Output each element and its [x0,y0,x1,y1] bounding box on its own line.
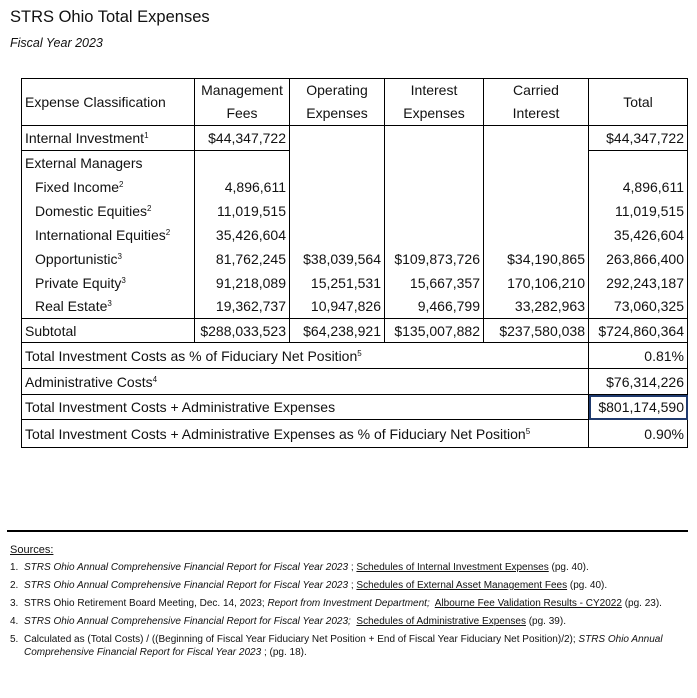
cell-total: $44,347,722 [589,126,688,151]
header-total: Total [589,79,688,126]
cell-carr: 170,106,210 [484,271,589,295]
cell-int: 9,466,799 [385,295,484,319]
table-row-subtotal [22,319,688,343]
row-label: Internal Investment$^1$ [22,126,195,151]
cell-mgmt: $44,347,722 [195,126,290,151]
header-oper-line2: Expenses [290,102,385,126]
cell-value: $801,174,590 [589,395,688,420]
cell-carr: 33,282,963 [484,295,589,319]
table-row [22,199,688,223]
source-link[interactable]: Schedules of External Asset Management Fees [356,580,568,591]
source-item: 1. STRS Ohio Annual Comprehensive Financial Report for Fiscal Year 2023 ; Schedules of Internal Investment Expenses (pg. 40). [10,562,589,573]
row-label: Total Investment Costs as % of Fiduciary Net Position$^5$ [22,343,589,369]
row-label: Subtotal [22,319,195,343]
cell-oper [290,199,385,223]
cell-total: 35,426,604 [589,223,688,247]
source-item: 2. STRS Ohio Annual Comprehensive Financial Report for Fiscal Year 2023 ; Schedules of External Asset Management Fees (pg. 40). [10,580,608,591]
row-label: International Equities$^2$ [22,223,195,247]
table-row-internal [22,126,688,151]
cell-total: 263,866,400 [589,247,688,271]
source-item: 3. STRS Ohio Retirement Board Meeting, Dec. 14, 2023; Report from Investment Department; Albourne Fee Validation Results - CY2022 (pg. 23). [10,598,662,609]
header-carr-line1: Carried [484,79,589,103]
source-link[interactable]: Albourne Fee Validation Results - CY2022 [434,598,622,609]
cell-int [385,175,484,199]
table-row [22,271,688,295]
header-classification: Expense Classification [22,79,195,126]
cell-total: 73,060,325 [589,295,688,319]
table-row-total-pct [22,420,688,448]
cell-int: 15,667,357 [385,271,484,295]
table-row-total [22,395,688,420]
cell-mgmt: 81,762,245 [195,247,290,271]
table-row-pct [22,343,688,369]
page-subtitle: Fiscal Year 2023 [10,36,103,50]
row-label: Administrative Costs$^4$ [22,369,589,395]
cell-total: 292,243,187 [589,271,688,295]
header-mgmt-line2: Fees [195,102,290,126]
row-label: Total Investment Costs + Administrative Expenses [22,395,589,420]
source-link[interactable]: Schedules of Administrative Expenses [356,616,526,627]
row-label: Fixed Income$^2$ [22,175,195,199]
cell-oper [290,175,385,199]
cell-carr: $34,190,865 [484,247,589,271]
source-link[interactable]: Schedules of Internal Investment Expenses [356,562,549,573]
header-mgmt-line1: Management [195,79,290,103]
cell-oper: 15,251,531 [290,271,385,295]
cell-oper: $64,238,921 [290,319,385,343]
expenses-table [21,78,688,448]
cell-value: $76,314,226 [589,369,688,395]
table-row [22,175,688,199]
cell-total: 11,019,515 [589,199,688,223]
source-item: 5. Calculated as (Total Costs) / ((Beginning of Fiscal Year Fiduciary Net Position + End of Fiscal Year Fiduciary Net Position)/2); STRS Ohio Annual Comprehensive Financial Report for Fiscal Year 2023 ; (pg. 18). [10,634,663,658]
cell-oper [290,223,385,247]
sources-header: Sources: [10,544,54,556]
cell-int [385,223,484,247]
cell-mgmt: 91,218,089 [195,271,290,295]
cell-int [385,199,484,223]
sources-list [10,561,690,659]
cell-mgmt: 19,362,737 [195,295,290,319]
cell-mgmt: $288,033,523 [195,319,290,343]
cell-mgmt: 35,426,604 [195,223,290,247]
cell-carr [484,199,589,223]
cell-value: 0.81% [589,343,688,369]
cell-oper: $38,039,564 [290,247,385,271]
header-carr-line2: Interest [484,102,589,126]
header-int-line2: Expenses [385,102,484,126]
external-managers-label: External Managers [22,151,195,175]
sources-section [10,544,690,664]
page-title: STRS Ohio Total Expenses [10,8,210,26]
header-oper-line1: Operating [290,79,385,103]
header-row [22,79,688,103]
row-label: Opportunistic$^3$ [22,247,195,271]
header-int-line1: Interest [385,79,484,103]
cell-mgmt: 11,019,515 [195,199,290,223]
table-row [22,247,688,271]
row-label: Real Estate$^3$ [22,295,195,319]
cell-mgmt: 4,896,611 [195,175,290,199]
row-label: Total Investment Costs + Administrative Expenses as % of Fiduciary Net Position$^5$ [22,420,589,448]
table-row-external-header [22,151,688,175]
divider [7,530,688,532]
cell-carr [484,223,589,247]
table-row [22,223,688,247]
cell-total: 4,896,611 [589,175,688,199]
cell-carr [484,175,589,199]
cell-oper: 10,947,826 [290,295,385,319]
source-item: 4. STRS Ohio Annual Comprehensive Financial Report for Fiscal Year 2023; Schedules of Administrative Expenses (pg. 39). [10,616,566,627]
table-row-admin [22,369,688,395]
cell-int: $135,007,882 [385,319,484,343]
table-row [22,295,688,319]
row-label: Domestic Equities$^2$ [22,199,195,223]
cell-carr: $237,580,038 [484,319,589,343]
cell-int: $109,873,726 [385,247,484,271]
row-label: Private Equity$^3$ [22,271,195,295]
cell-total: $724,860,364 [589,319,688,343]
cell-value: 0.90% [589,420,688,448]
